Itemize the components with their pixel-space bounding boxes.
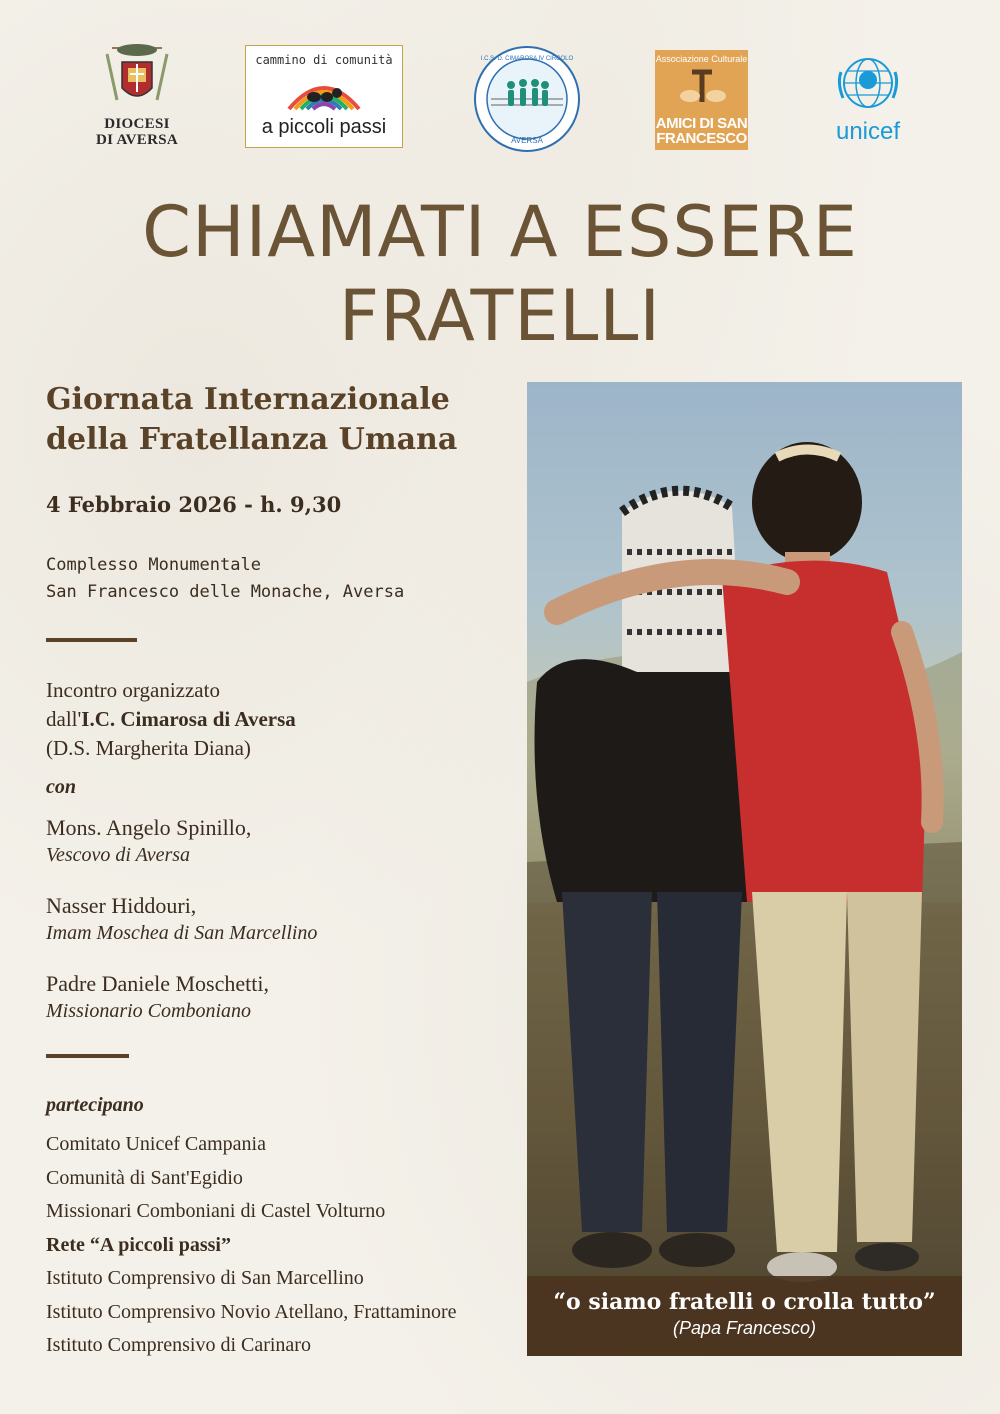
amici-name-2: FRANCESCO <box>656 130 747 147</box>
rainbow-ant-icon <box>269 69 379 111</box>
participant-item: Istituto Comprensivo di Carinaro <box>46 1334 311 1356</box>
organizer-line-3: (D.S. Margherita Diana) <box>46 736 251 760</box>
quote-text: “o siamo fratelli o crolla tutto” <box>553 1289 936 1315</box>
speaker-name: Padre Daniele Moschetti, <box>46 971 269 996</box>
title-line-1: CHIAMATI A ESSERE <box>142 191 858 273</box>
venue-line-2: San Francesco delle Monache, Aversa <box>46 582 405 602</box>
cimarosa-ring-text: I.C.S. D. CIMAROSA IV CIRCOLO <box>480 56 574 62</box>
amici-name <box>655 116 748 146</box>
con-label: con <box>46 776 76 798</box>
event-venue <box>46 552 506 606</box>
cimarosa-logo <box>473 45 581 153</box>
diocesi-name-2: DI AVERSA <box>95 132 179 148</box>
partecipano-label: partecipano <box>46 1094 144 1116</box>
subtitle-line-2: della Fratellanza Umana <box>46 422 458 457</box>
speaker <box>46 814 506 868</box>
organizer-block <box>46 676 506 763</box>
participant-item: Rete “A piccoli passi” <box>46 1233 231 1256</box>
subtitle-line-1: Giornata Internazionale <box>46 382 450 417</box>
speaker-name: Mons. Angelo Spinillo, <box>46 815 252 840</box>
diocesi-name-1: DIOCESI <box>104 116 170 132</box>
two-children-illustration <box>527 382 962 1356</box>
venue-line-1: Complesso Monumentale <box>46 555 261 575</box>
unicef-name: unicef <box>835 118 901 145</box>
amici-name-1: AMICI DI SAN <box>655 115 748 132</box>
title-line-2: FRATELLI <box>338 275 662 357</box>
participant-item: Missionari Comboniani di Castel Volturno <box>46 1200 386 1222</box>
organizer-school: I.C. Cimarosa di Aversa <box>81 707 296 731</box>
quote-caption <box>527 1276 962 1356</box>
amici-assoc: Associazione Culturale <box>655 54 748 64</box>
organizer-prefix: dall' <box>46 707 82 731</box>
piccoli-passi-logo <box>245 45 403 148</box>
participant-item: Istituto Comprensivo Novio Atellano, Frattaminore <box>46 1300 457 1323</box>
speaker <box>46 970 506 1024</box>
speaker-role: Imam Moschea di San Marcellino <box>46 922 318 944</box>
diocesi-logo <box>92 40 182 155</box>
children-photo <box>527 382 962 1356</box>
organizer-line-2 <box>46 705 506 734</box>
amici-san-francesco-logo <box>655 50 748 150</box>
speaker-role: Missionario Comboniano <box>46 1000 252 1022</box>
unicef-logo <box>828 52 908 152</box>
speaker-role: Vescovo di Aversa <box>46 844 191 866</box>
divider <box>46 638 137 642</box>
piccoli-passi-bottom: a piccoli passi <box>261 116 387 138</box>
coat-of-arms-icon <box>102 40 172 112</box>
piccoli-passi-top: cammino di comunità <box>255 53 393 67</box>
page-title <box>0 190 1000 358</box>
participant-item: Istituto Comprensivo di San Marcellino <box>46 1267 364 1289</box>
participant-item: Comitato Unicef Campania <box>46 1133 266 1155</box>
unicef-globe-icon <box>835 52 901 114</box>
speaker <box>46 892 506 946</box>
quote-author: (Papa Francesco) <box>672 1318 817 1338</box>
cimarosa-bottom: AVERSA <box>511 136 543 145</box>
event-subtitle <box>46 380 506 460</box>
participant-item: Comunità di Sant'Egidio <box>46 1166 243 1189</box>
event-date: 4 Febbraio 2026 - h. 9,30 <box>46 492 342 517</box>
divider <box>46 1054 129 1058</box>
tau-cross-icon <box>672 66 732 106</box>
organizer-line-1: Incontro organizzato <box>46 678 220 702</box>
cimarosa-emblem-icon <box>473 45 581 153</box>
participants-list <box>46 1128 526 1363</box>
speaker-name: Nasser Hiddouri, <box>46 893 197 918</box>
